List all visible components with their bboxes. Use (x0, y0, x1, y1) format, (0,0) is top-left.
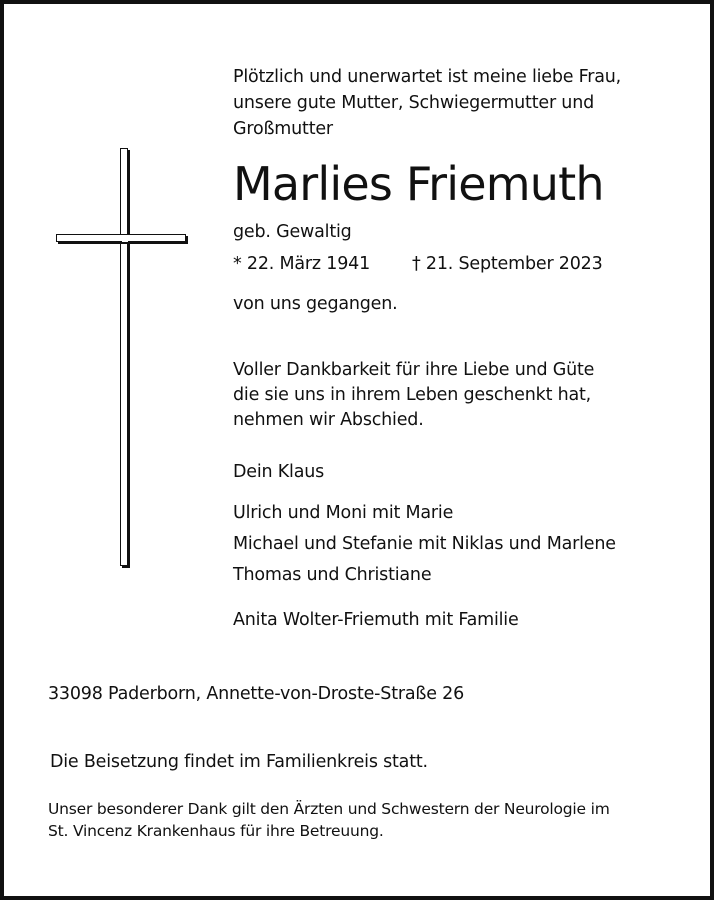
family-other: Anita Wolter-Friemuth mit Familie (233, 610, 519, 630)
gratitude-line: nehmen wir Abschied. (233, 410, 424, 430)
intro-line: Plötzlich und unerwartet ist meine liebe Frau, (233, 67, 622, 87)
latin-cross-icon (56, 148, 192, 568)
intro-line: unsere gute Mutter, Schwiegermutter und (233, 93, 594, 113)
thanks-note-line: Unser besonderer Dank gilt den Ärzten und Schwestern der Neurologie im (48, 800, 610, 818)
intro-line: Großmutter (233, 119, 333, 139)
family-child-entry: Thomas und Christiane (233, 565, 432, 585)
gratitude-text (233, 358, 594, 433)
death-date: † 21. September 2023 (412, 254, 603, 274)
family-children (233, 498, 616, 591)
gratitude-line: die sie uns in ihrem Leben geschenkt hat, (233, 385, 592, 405)
intro-text (233, 64, 621, 142)
family-husband: Dein Klaus (233, 462, 325, 482)
cross-vertical-beam (120, 148, 128, 566)
mourning-address: 33098 Paderborn, Annette-von-Droste-Straße 26 (48, 684, 464, 704)
gratitude-line: Voller Dankbarkeit für ihre Liebe und Güte (233, 360, 595, 380)
birth-date: * 22. März 1941 (233, 254, 371, 274)
thanks-note (48, 798, 610, 842)
birth-name: geb. Gewaltig (233, 222, 352, 242)
burial-note: Die Beisetzung findet im Familienkreis statt. (50, 752, 428, 772)
family-child-entry: Michael und Stefanie mit Niklas und Marlene (233, 534, 616, 554)
family-child-entry: Ulrich und Moni mit Marie (233, 503, 454, 523)
thanks-note-line: St. Vincenz Krankenhaus für ihre Betreuung. (48, 822, 384, 840)
passed-text: von uns gegangen. (233, 294, 398, 314)
deceased-name: Marlies Friemuth (233, 157, 604, 211)
